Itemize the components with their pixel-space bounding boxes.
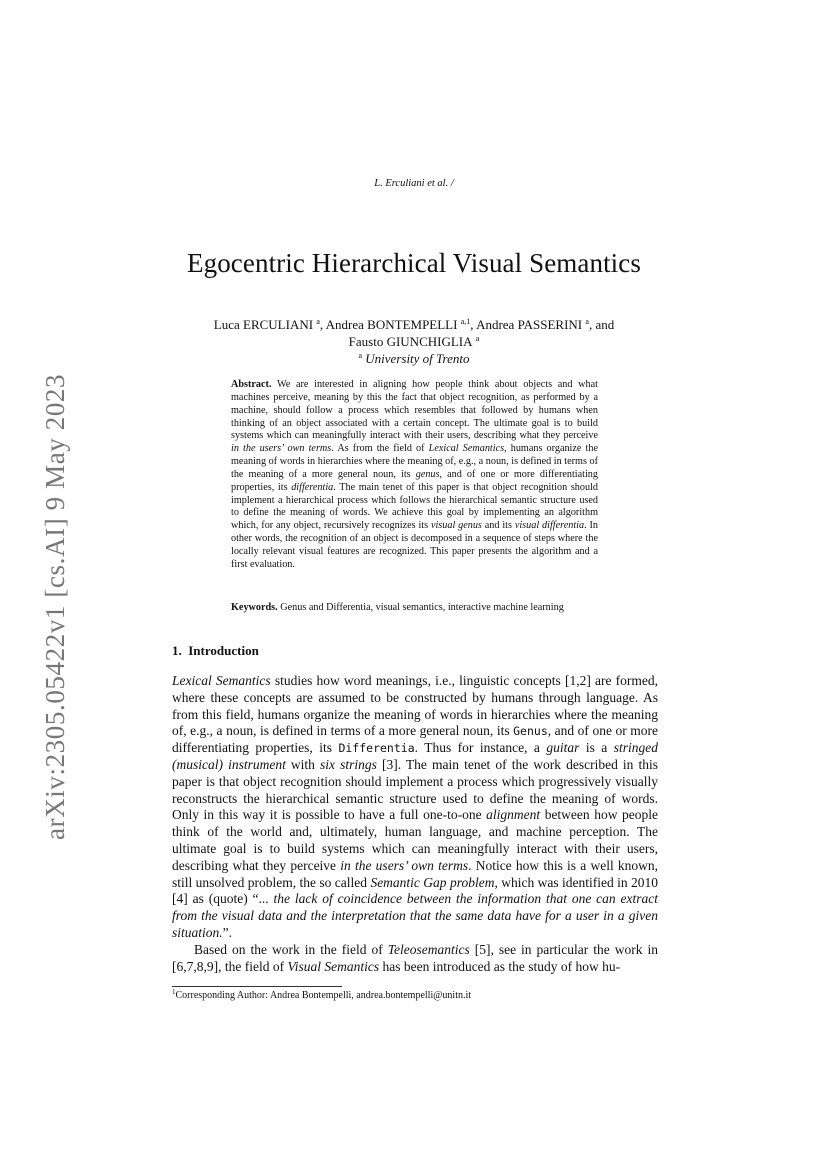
text-run: [3]. The main tenet of the work described in this paper is that object recognition should implement a process which progressively visually reconstructs the hierarchical semantic structure used to define the meaning of words. Only in this way it is possible to have a full one-to-one xyxy=(172,756,659,823)
text-run: . Notice how this is a well known, still unsolved problem, the so called xyxy=(172,857,659,890)
emphasis: the lack of coincidence between the information that one can extract from the visual data and the interpretation that the same data have for a user in a given situation. xyxy=(172,891,658,940)
text-run: with xyxy=(290,756,315,772)
footnote-mark: 1 xyxy=(172,988,176,996)
code-term: Genus xyxy=(513,724,548,739)
abstract-text: . As from the field of xyxy=(331,443,425,455)
abstract-label: Abstract. xyxy=(231,379,272,390)
author-name: Andrea PASSERINI xyxy=(476,317,583,332)
emphasis: six strings xyxy=(320,756,377,772)
abstract-emphasis: genus xyxy=(415,468,440,480)
author-conjunction: and xyxy=(595,317,615,332)
affiliation-mark: a xyxy=(358,351,363,360)
text-run: is a xyxy=(585,740,608,756)
section-title: Introduction xyxy=(188,643,259,658)
paragraph xyxy=(172,942,658,976)
abstract-text: , and of one or more differentiating properties, its xyxy=(231,468,598,493)
text-run: Based on the work in the field of xyxy=(194,941,383,957)
abstract-emphasis: visual differentia xyxy=(514,520,585,532)
text-run: [5], see in particular the work in [6,7,8,9], the field of xyxy=(172,941,659,974)
abstract-text: , humans organize the meaning of words in hierarchies where the meaning of, e.g., a noun, is defined in terms of the meaning of a more general noun, its xyxy=(231,443,598,480)
author-affil-mark: a xyxy=(475,334,480,343)
text-run: between how people think of the world and, ultimately, human language, and machine perception. The ultimate goal is to build systems which can meaningfully interact with their users, describing what they perceive xyxy=(172,807,659,873)
abstract xyxy=(231,379,598,572)
keywords xyxy=(231,601,611,614)
footnote xyxy=(172,990,658,1001)
abstract-emphasis: differentia xyxy=(291,481,334,493)
emphasis: Lexical Semantics xyxy=(172,673,271,688)
author-name: Andrea BONTEMPELLI xyxy=(325,317,458,332)
emphasis: stringed (musical) instrument xyxy=(172,740,658,772)
abstract-emphasis: visual genus xyxy=(430,520,482,532)
keywords-label: Keywords. xyxy=(231,602,278,613)
author-affil-mark: a xyxy=(585,317,589,326)
abstract-emphasis: in the users’ own terms xyxy=(231,443,332,455)
text-run: , which was identified in 2010 [4] as (quote) “... xyxy=(172,874,658,907)
author-affil-mark: a,1 xyxy=(460,317,471,326)
footnote-text: Corresponding Author: Andrea Bontempelli, andrea.bontempelli@unitn.it xyxy=(175,990,472,1001)
text-run: studies how word meanings, i.e., linguistic concepts [1,2] are formed, where these concepts are assumed to be constructed by humans through language. As from this field, humans organize the meaning of words in hierarchies where the meaning of, e.g., a noun, is defined in terms of a more general noun, its xyxy=(172,673,658,739)
author-affil-mark: a xyxy=(316,317,320,326)
arxiv-stamp: arXiv:2305.05422v1 [cs.AI] 9 May 2023 xyxy=(40,373,70,840)
paper-title: Egocentric Hierarchical Visual Semantics xyxy=(187,248,641,278)
running-head: L. Erculiani et al. / xyxy=(374,178,454,189)
emphasis: Visual Semantics xyxy=(287,958,380,974)
section-heading xyxy=(172,643,259,659)
author-name: Luca ERCULIANI xyxy=(213,317,314,332)
code-term: Differentia xyxy=(338,741,415,756)
author-name: Fausto GIUNCHIGLIA xyxy=(348,334,473,349)
keywords-text: Genus and Differentia, visual semantics, interactive machine learning xyxy=(280,602,564,613)
text-run: ”. xyxy=(222,924,233,940)
text-run: has been introduced as the study of how hu- xyxy=(382,958,621,974)
emphasis: Teleosemantics xyxy=(387,941,470,957)
emphasis: Semantic Gap problem xyxy=(370,874,495,890)
emphasis: in the users’ own terms xyxy=(340,857,469,873)
text-run: , and of one or more differentiating properties, its xyxy=(172,723,658,756)
abstract-text: We are interested in aligning how people think about objects and what machines perceive, meaning by this the fact that object recognition, as performed by a machine, should follow a process which resembles that followed by humans when thinking of an object associated with a certain concept. The ultimate goal is to build systems which can meaningfully interact with their users, describing what they perceive xyxy=(231,379,598,442)
text-run: . Thus for instance, a xyxy=(414,740,540,756)
body-text xyxy=(172,673,658,975)
affiliation-name: University of Trento xyxy=(365,351,470,366)
abstract-text: . The main tenet of this paper is that object recognition should implement a hierarchical process which follows the hierarchical semantic structure used to define the meaning of words. We achieve this goal by implementing an algorithm which, for any object, recursively recognizes its xyxy=(231,481,598,532)
affiliation xyxy=(0,351,828,367)
paragraph xyxy=(172,673,658,942)
section-number: 1. xyxy=(172,643,182,658)
abstract-text: and its xyxy=(484,520,512,532)
abstract-emphasis: Lexical Semantics xyxy=(428,443,505,455)
abstract-text: . In other words, the recognition of an object is decomposed in a sequence of steps where the locally relevant visual features are recognized. This paper presents the algorithm and a first evaluation. xyxy=(231,520,598,570)
emphasis: alignment xyxy=(486,807,541,823)
footnote-rule xyxy=(172,986,342,987)
author-list: Luca ERCULIANI $^a$, Andrea BONTEMPELLI $^{a,1}$, Andrea PASSERINI $^a$, and Fausto GIUNCHIGLIA $^a$ xyxy=(213,317,615,349)
emphasis: guitar xyxy=(546,740,580,756)
